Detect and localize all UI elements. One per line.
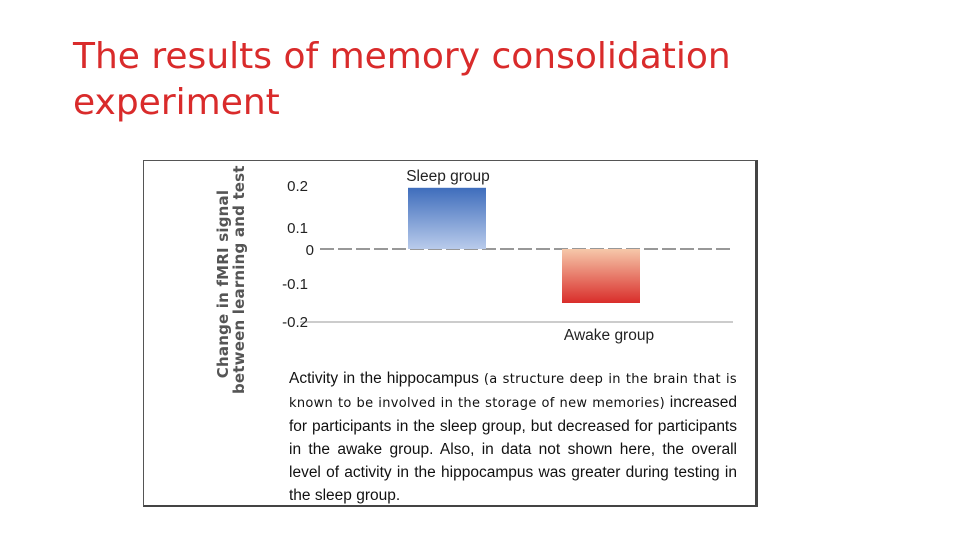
slide-title: The results of memory consolidation experiment bbox=[73, 36, 731, 123]
note-part-2: (a structure deep in the brain that is known to be involved in the storage of new memories) bbox=[289, 372, 738, 411]
note-part-1: Activity in the hippocampus bbox=[289, 370, 484, 387]
y-tick-label: 0.2 bbox=[287, 178, 308, 195]
bar-awake-group bbox=[562, 249, 640, 303]
category-label-sleep-group: Sleep group bbox=[406, 168, 490, 185]
results-note bbox=[289, 367, 737, 507]
y-tick-label: -0.1 bbox=[282, 276, 308, 293]
y-axis-label-line-2: between learning and test bbox=[230, 165, 248, 394]
y-tick-label: 0 bbox=[305, 242, 314, 259]
y-tick-label: -0.2 bbox=[282, 314, 308, 331]
note-part-3: increased for participants in the sleep group, but decreased for participants in the awake group. Also, in data not shown here, the overall level of activity in the hippocampus was greater during testing in the sleep group. bbox=[289, 394, 737, 504]
y-axis-label-line-1: Change in fMRI signal bbox=[214, 189, 232, 379]
bar-sleep-group bbox=[408, 188, 486, 249]
category-label-awake-group: Awake group bbox=[563, 327, 655, 344]
y-tick-label: 0.1 bbox=[287, 220, 308, 237]
